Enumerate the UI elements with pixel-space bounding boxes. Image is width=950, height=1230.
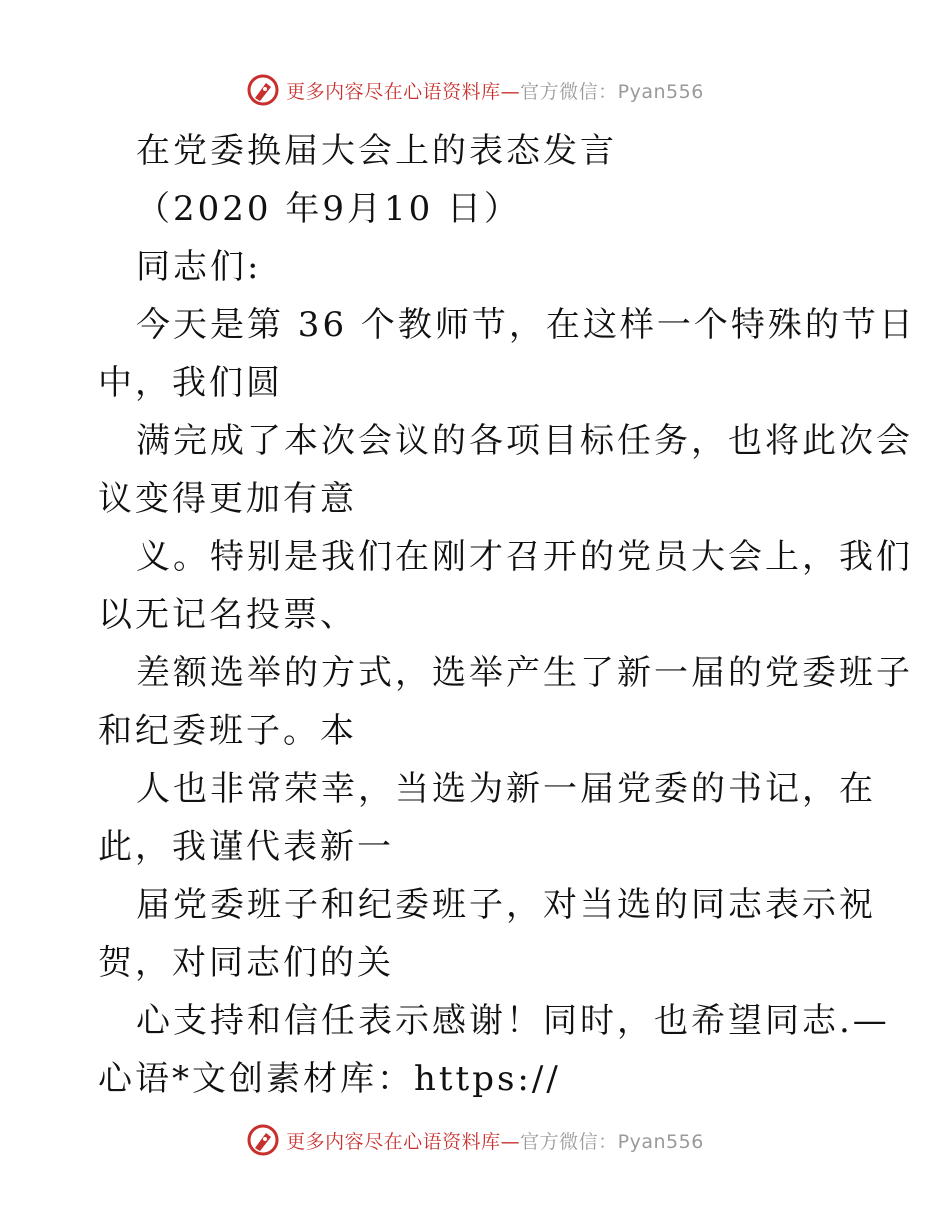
pen-nib-icon <box>246 73 280 107</box>
paragraph-line: 心支持和信任表示感谢！同时，也希望同志.— <box>136 1001 890 1041</box>
banner-site-text: 更多内容尽在心语资料库— <box>286 80 521 103</box>
paragraph-line: 贺，对同志们的关 <box>98 943 394 983</box>
header-watermark-banner <box>0 70 950 110</box>
pen-nib-icon <box>246 1123 280 1157</box>
paragraph-line: 今天是第 36 个教师节，在这样一个特殊的节日 <box>136 305 916 345</box>
document-body <box>98 122 916 1108</box>
paragraph-line: 以无记名投票、 <box>98 595 357 635</box>
paragraph-line: 满完成了本次会议的各项目标任务，也将此次会 <box>136 421 913 461</box>
paragraph-line: 义。特别是我们在刚才召开的党员大会上，我们 <box>136 537 913 577</box>
document-greeting: 同志们: <box>136 247 262 287</box>
paragraph-line: 议变得更加有意 <box>98 479 357 519</box>
paragraph-line: 和纪委班子。本 <box>98 711 357 751</box>
paragraph-line: 届党委班子和纪委班子，对当选的同志表示祝 <box>136 885 876 925</box>
paragraph-line: 中，我们圆 <box>98 363 283 403</box>
banner-text <box>286 1127 704 1154</box>
banner-text <box>286 77 704 104</box>
document-date: （2020 年9月10 日） <box>136 189 522 229</box>
paragraph-line: 心语*文创素材库：https:// <box>98 1059 561 1099</box>
paragraph-line: 差额选举的方式，选举产生了新一届的党委班子 <box>136 653 913 693</box>
document-title: 在党委换届大会上的表态发言 <box>136 131 617 171</box>
footer-watermark-banner <box>0 1120 950 1160</box>
banner-wechat-text: 官方微信：Pyan556 <box>520 80 704 103</box>
banner-wechat-text: 官方微信：Pyan556 <box>520 1130 704 1153</box>
banner-site-text: 更多内容尽在心语资料库— <box>286 1130 521 1153</box>
paragraph-line: 人也非常荣幸，当选为新一届党委的书记，在 <box>136 769 876 809</box>
paragraph-line: 此，我谨代表新一 <box>98 827 394 867</box>
